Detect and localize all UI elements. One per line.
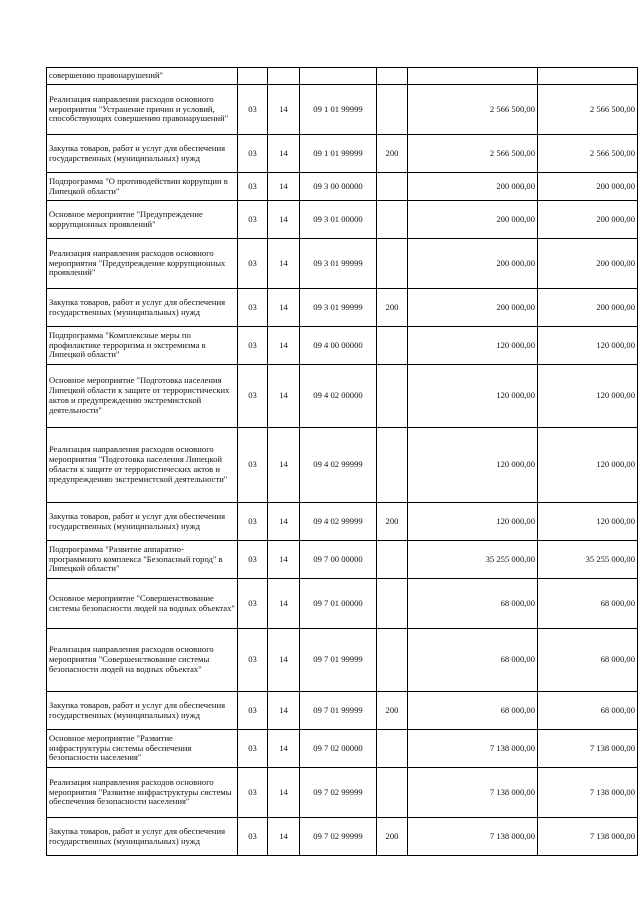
amount-cell: 200 000,00: [408, 173, 538, 201]
amount-cell: 7 138 000,00: [408, 818, 538, 856]
section-code-cell: 03: [238, 629, 268, 692]
expense-type-cell: [377, 173, 408, 201]
row-name-cell: Закупка товаров, работ и услуг для обеспечения государственных (муниципальных) нужд: [47, 289, 238, 327]
amount-cell-2: 68 000,00: [538, 579, 638, 629]
expense-type-cell: [377, 327, 408, 365]
row-name-cell: Подпрограмма "Развитие аппаратно-программного комплекса "Безопасный город" в Липецкой области": [47, 541, 238, 579]
expense-type-cell: [377, 730, 408, 768]
section-code-cell: 03: [238, 365, 268, 428]
subsection-code-cell: 14: [268, 173, 300, 201]
amount-cell: 68 000,00: [408, 629, 538, 692]
expense-type-cell: 200: [377, 289, 408, 327]
target-article-cell: 09 7 02 00000: [300, 730, 377, 768]
subsection-code-cell: 14: [268, 503, 300, 541]
table-row: [47, 503, 638, 541]
section-code-cell: 03: [238, 730, 268, 768]
target-article-cell: [300, 68, 377, 85]
amount-cell: 68 000,00: [408, 579, 538, 629]
subsection-code-cell: 14: [268, 730, 300, 768]
section-code-cell: 03: [238, 428, 268, 503]
amount-cell-2: 35 255 000,00: [538, 541, 638, 579]
expense-type-cell: [377, 85, 408, 135]
row-name-cell: Закупка товаров, работ и услуг для обеспечения государственных (муниципальных) нужд: [47, 135, 238, 173]
amount-cell-2: 200 000,00: [538, 239, 638, 289]
subsection-code-cell: 14: [268, 327, 300, 365]
amount-cell-2: 68 000,00: [538, 692, 638, 730]
target-article-cell: 09 7 01 99999: [300, 629, 377, 692]
row-name-cell: Реализация направления расходов основного мероприятия "Устранение причин и условий, способствующих совершению правонарушений": [47, 85, 238, 135]
table-row: [47, 173, 638, 201]
expense-type-cell: 200: [377, 692, 408, 730]
subsection-code-cell: 14: [268, 579, 300, 629]
table-row: [47, 768, 638, 818]
subsection-code-cell: [268, 68, 300, 85]
amount-cell-2: 120 000,00: [538, 503, 638, 541]
expense-type-cell: [377, 629, 408, 692]
amount-cell: 200 000,00: [408, 239, 538, 289]
expense-type-cell: [377, 201, 408, 239]
amount-cell-2: 2 566 500,00: [538, 135, 638, 173]
expense-type-cell: [377, 365, 408, 428]
target-article-cell: 09 7 02 99999: [300, 818, 377, 856]
table-row: [47, 541, 638, 579]
document-page: [46, 67, 635, 856]
target-article-cell: 09 4 02 00000: [300, 365, 377, 428]
target-article-cell: 09 7 00 00000: [300, 541, 377, 579]
table-row: [47, 692, 638, 730]
row-name-cell: Закупка товаров, работ и услуг для обеспечения государственных (муниципальных) нужд: [47, 503, 238, 541]
row-name-cell: Основное мероприятие "Совершенствование системы безопасности людей на водных объектах": [47, 579, 238, 629]
table-row: [47, 730, 638, 768]
amount-cell: 68 000,00: [408, 692, 538, 730]
table-row: [47, 629, 638, 692]
amount-cell: 120 000,00: [408, 365, 538, 428]
section-code-cell: 03: [238, 541, 268, 579]
amount-cell-2: 7 138 000,00: [538, 730, 638, 768]
row-name-cell: Реализация направления расходов основного мероприятия "Развитие инфраструктуры системы обеспечения безопасности населения": [47, 768, 238, 818]
subsection-code-cell: 14: [268, 135, 300, 173]
expense-type-cell: 200: [377, 503, 408, 541]
amount-cell-2: 7 138 000,00: [538, 768, 638, 818]
expense-type-cell: [377, 239, 408, 289]
amount-cell: 2 566 500,00: [408, 85, 538, 135]
amount-cell-2: 200 000,00: [538, 289, 638, 327]
section-code-cell: 03: [238, 579, 268, 629]
table-body: [47, 68, 638, 856]
table-row: [47, 68, 638, 85]
row-name-cell: Основное мероприятие "Подготовка населения Липецкой области к защите от террористических актов и предупреждению экстремистской деятельности": [47, 365, 238, 428]
expense-type-cell: [377, 541, 408, 579]
target-article-cell: 09 7 01 99999: [300, 692, 377, 730]
amount-cell-2: 120 000,00: [538, 327, 638, 365]
expense-type-cell: 200: [377, 818, 408, 856]
subsection-code-cell: 14: [268, 629, 300, 692]
amount-cell: 120 000,00: [408, 327, 538, 365]
section-code-cell: 03: [238, 85, 268, 135]
subsection-code-cell: 14: [268, 289, 300, 327]
row-name-cell: Реализация направления расходов основного мероприятия "Предупреждение коррупционных проявлений": [47, 239, 238, 289]
section-code-cell: 03: [238, 818, 268, 856]
table-row: [47, 239, 638, 289]
amount-cell-2: 200 000,00: [538, 173, 638, 201]
row-name-cell: Реализация направления расходов основного мероприятия "Подготовка населения Липецкой области к защите от террористических актов и предупреждению экстремистской деятельности": [47, 428, 238, 503]
amount-cell-2: 7 138 000,00: [538, 818, 638, 856]
expense-type-cell: [377, 68, 408, 85]
row-name-cell: Основное мероприятие "Предупреждение коррупционных проявлений": [47, 201, 238, 239]
section-code-cell: 03: [238, 692, 268, 730]
section-code-cell: 03: [238, 768, 268, 818]
amount-cell-2: 2 566 500,00: [538, 85, 638, 135]
subsection-code-cell: 14: [268, 85, 300, 135]
section-code-cell: 03: [238, 135, 268, 173]
row-name-cell: Реализация направления расходов основного мероприятия "Совершенствование системы безопасности людей на водных объектах": [47, 629, 238, 692]
row-name-cell: Подпрограмма "Комплексные меры по профилактике терроризма и экстремизма в Липецкой области": [47, 327, 238, 365]
amount-cell-2: 68 000,00: [538, 629, 638, 692]
subsection-code-cell: 14: [268, 239, 300, 289]
amount-cell: 2 566 500,00: [408, 135, 538, 173]
table-row: [47, 289, 638, 327]
expense-type-cell: [377, 428, 408, 503]
expense-type-cell: 200: [377, 135, 408, 173]
row-name-cell: Подпрограмма "О противодействии коррупции в Липецкой области": [47, 173, 238, 201]
table-row: [47, 201, 638, 239]
section-code-cell: 03: [238, 173, 268, 201]
target-article-cell: 09 3 01 00000: [300, 201, 377, 239]
subsection-code-cell: 14: [268, 768, 300, 818]
row-name-cell: Закупка товаров, работ и услуг для обеспечения государственных (муниципальных) нужд: [47, 818, 238, 856]
section-code-cell: 03: [238, 503, 268, 541]
subsection-code-cell: 14: [268, 692, 300, 730]
amount-cell-2: 200 000,00: [538, 201, 638, 239]
subsection-code-cell: 14: [268, 541, 300, 579]
section-code-cell: 03: [238, 327, 268, 365]
table-row: [47, 135, 638, 173]
amount-cell: 200 000,00: [408, 289, 538, 327]
amount-cell: 120 000,00: [408, 428, 538, 503]
amount-cell: 7 138 000,00: [408, 730, 538, 768]
table-row: [47, 428, 638, 503]
subsection-code-cell: 14: [268, 365, 300, 428]
target-article-cell: 09 4 02 99999: [300, 503, 377, 541]
expense-type-cell: [377, 768, 408, 818]
amount-cell: 7 138 000,00: [408, 768, 538, 818]
row-name-cell: совершению правонарушений": [47, 68, 238, 85]
target-article-cell: 09 4 02 99999: [300, 428, 377, 503]
subsection-code-cell: 14: [268, 428, 300, 503]
target-article-cell: 09 7 02 99999: [300, 768, 377, 818]
table-row: [47, 579, 638, 629]
amount-cell: 120 000,00: [408, 503, 538, 541]
amount-cell: 35 255 000,00: [408, 541, 538, 579]
amount-cell-2: 120 000,00: [538, 365, 638, 428]
table-row: [47, 327, 638, 365]
row-name-cell: Основное мероприятие "Развитие инфраструктуры системы обеспечения безопасности населения": [47, 730, 238, 768]
table-row: [47, 818, 638, 856]
section-code-cell: 03: [238, 289, 268, 327]
budget-table: [46, 67, 638, 856]
subsection-code-cell: 14: [268, 201, 300, 239]
target-article-cell: 09 3 01 99999: [300, 239, 377, 289]
expense-type-cell: [377, 579, 408, 629]
amount-cell-2: [538, 68, 638, 85]
target-article-cell: 09 3 00 00000: [300, 173, 377, 201]
target-article-cell: 09 1 01 99999: [300, 135, 377, 173]
target-article-cell: 09 4 00 00000: [300, 327, 377, 365]
target-article-cell: 09 1 01 99999: [300, 85, 377, 135]
amount-cell: [408, 68, 538, 85]
target-article-cell: 09 7 01 00000: [300, 579, 377, 629]
subsection-code-cell: 14: [268, 818, 300, 856]
section-code-cell: 03: [238, 239, 268, 289]
table-row: [47, 365, 638, 428]
section-code-cell: 03: [238, 201, 268, 239]
table-row: [47, 85, 638, 135]
row-name-cell: Закупка товаров, работ и услуг для обеспечения государственных (муниципальных) нужд: [47, 692, 238, 730]
amount-cell-2: 120 000,00: [538, 428, 638, 503]
amount-cell: 200 000,00: [408, 201, 538, 239]
target-article-cell: 09 3 01 99999: [300, 289, 377, 327]
section-code-cell: [238, 68, 268, 85]
